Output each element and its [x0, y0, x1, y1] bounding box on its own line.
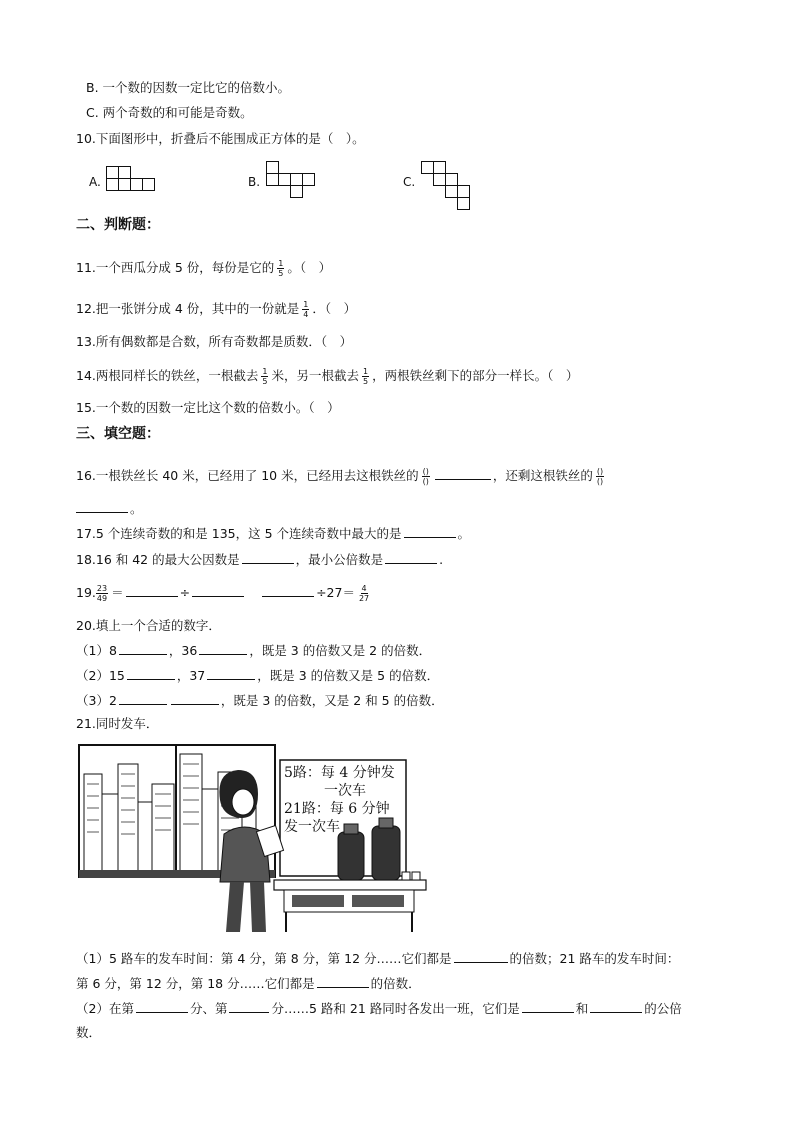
q19-divide: ÷ [179, 585, 191, 600]
q16-text: 16.一根铁丝长 40 米，已经用了 10 米，已经用去这根铁丝的 [76, 468, 419, 483]
q20-part-2 [76, 667, 439, 684]
q18 [76, 551, 443, 568]
q11-paren: 。（ ） [287, 260, 332, 275]
q21-p2-e: 的公倍 [644, 1001, 682, 1016]
fraction: $\frac{1}{5}$ [262, 367, 268, 386]
answer-blank[interactable] [262, 584, 314, 597]
fraction: $\frac{23}{49}$ [96, 584, 108, 603]
answer-blank[interactable] [76, 500, 128, 513]
q9-option-b: B. 一个数的因数一定比它的倍数小。 [86, 80, 291, 95]
schedule-board [284, 764, 404, 836]
section-2-title: 二、判断题： [76, 217, 160, 233]
answer-blank[interactable] [119, 642, 167, 655]
q20-p2-a: （2）15 [76, 668, 125, 683]
answer-blank[interactable] [435, 467, 491, 480]
answer-blank[interactable] [127, 667, 175, 680]
q15: 15.一个数的因数一定比这个数的倍数小。（ ） [76, 400, 340, 415]
q21-p1-a: （1）5 路车的发车时间：第 4 分，第 8 分，第 12 分……它们都是 [76, 951, 452, 966]
answer-blank[interactable] [404, 525, 456, 538]
q19-mid: ÷27＝ [316, 585, 355, 600]
q21-p1-c: 第 6 分，第 12 分，第 18 分……它们都是 [76, 976, 315, 991]
q16 [76, 467, 607, 486]
q20-part-1 [76, 642, 431, 659]
answer-blank[interactable] [136, 1000, 188, 1013]
answer-blank[interactable] [522, 1000, 574, 1013]
board-line-3: 21路：每 6 分钟 [284, 801, 390, 817]
fraction: $\frac{1}{5}$ [363, 367, 369, 386]
q20-p3-c: ，既是 3 的倍数，又是 2 和 5 的倍数． [220, 693, 444, 708]
q11 [76, 259, 331, 278]
section-3-title: 三、填空题： [76, 426, 160, 442]
q14 [76, 367, 578, 386]
q16-end: 。 [130, 501, 143, 516]
q21-part-1-line-1 [76, 950, 679, 967]
bus-schedule-illustration [78, 744, 428, 932]
q18-mid: ，最小公倍数是 [295, 552, 384, 567]
answer-blank[interactable] [199, 642, 247, 655]
answer-blank[interactable] [590, 1000, 642, 1013]
q12-paren: ．（ ） [312, 301, 357, 316]
q14-text: 14.两根同样长的铁丝，一根截去 [76, 368, 259, 383]
q17 [76, 525, 470, 542]
q21-p2-d: 和 [575, 1001, 589, 1016]
q20-p1-a: （1）8 [76, 643, 117, 658]
q17-end: 。 [457, 526, 471, 541]
q20-p1-c: ，既是 3 的倍数又是 2 的倍数． [249, 643, 432, 658]
answer-blank[interactable] [119, 692, 167, 705]
q10-label-b: B. [248, 175, 261, 189]
q20-p3-a: （3）2 [76, 693, 117, 708]
answer-blank[interactable] [126, 584, 178, 597]
q10-label-a: A. [89, 175, 101, 189]
board-line-4: 发一次车 [284, 819, 340, 835]
answer-blank[interactable] [385, 551, 437, 564]
q14-end: ，两根铁丝剩下的部分一样长。（ ） [372, 368, 579, 383]
q21-part-2-line-1 [76, 1000, 682, 1017]
board-line-1: 5路：每 4 分钟发 [284, 765, 395, 781]
q12-text: 12.把一张饼分成 4 份，其中的一份就是 [76, 301, 300, 316]
board-line-2: 一次车 [324, 783, 366, 799]
q12 [76, 300, 356, 319]
fraction: $\frac{()}{()}$ [422, 467, 429, 486]
fraction: $\frac{4}{27}$ [358, 584, 370, 603]
answer-blank[interactable] [454, 950, 508, 963]
q18-end: . [439, 552, 444, 567]
q21-p2-a: （2）在第 [76, 1001, 134, 1016]
q21-part-1-line-2 [76, 975, 421, 992]
answer-blank[interactable] [207, 667, 255, 680]
q19-equals: ＝ [111, 585, 124, 600]
q10-stem: 10.下面图形中，折叠后不能围成正方体的是（ ）。 [76, 131, 365, 146]
q9-option-c: C. 两个奇数的和可能是奇数。 [86, 105, 253, 120]
q19 [76, 584, 373, 603]
q21-part-2-line-2: 数． [76, 1025, 102, 1040]
q21-p1-d: 的倍数． [370, 976, 421, 991]
q11-text: 11.一个西瓜分成 5 份，每份是它的 [76, 260, 275, 275]
q16-mid: ，还剩这根铁丝的 [492, 468, 593, 483]
q20-stem: 20.填上一个合适的数字． [76, 618, 221, 633]
fraction: $\frac{1}{5}$ [278, 259, 284, 278]
answer-blank[interactable] [192, 584, 244, 597]
q10-label-c: C. [403, 175, 416, 189]
fraction: $\frac{()}{()}$ [596, 467, 604, 486]
q13: 13.所有偶数都是合数，所有奇数都是质数．（ ） [76, 334, 353, 349]
q20-part-3 [76, 692, 444, 709]
q19-text: 19. [76, 585, 96, 600]
q21-stem: 21.同时发车． [76, 716, 159, 731]
q16-line-2 [76, 500, 143, 517]
q21-p2-c: 分……5 路和 21 路同时各发出一班，它们是 [271, 1001, 520, 1016]
answer-blank[interactable] [317, 975, 369, 988]
q14-mid: 米，另一根截去 [271, 368, 359, 383]
q20-p2-c: ，既是 3 的倍数又是 5 的倍数． [257, 668, 440, 683]
answer-blank[interactable] [171, 692, 219, 705]
q20-p1-b: ，36 [168, 643, 198, 658]
answer-blank[interactable] [229, 1000, 269, 1013]
q17-text: 17.5 个连续奇数的和是 135，这 5 个连续奇数中最大的是 [76, 526, 402, 541]
q21-p1-b: 的倍数；21 路车的发车时间： [509, 951, 680, 966]
q18-text: 18.16 和 42 的最大公因数是 [76, 552, 240, 567]
q21-p2-b: 分、第 [189, 1001, 228, 1016]
q20-p2-b: ，37 [176, 668, 206, 683]
answer-blank[interactable] [242, 551, 294, 564]
fraction: $\frac{1}{4}$ [303, 300, 309, 319]
